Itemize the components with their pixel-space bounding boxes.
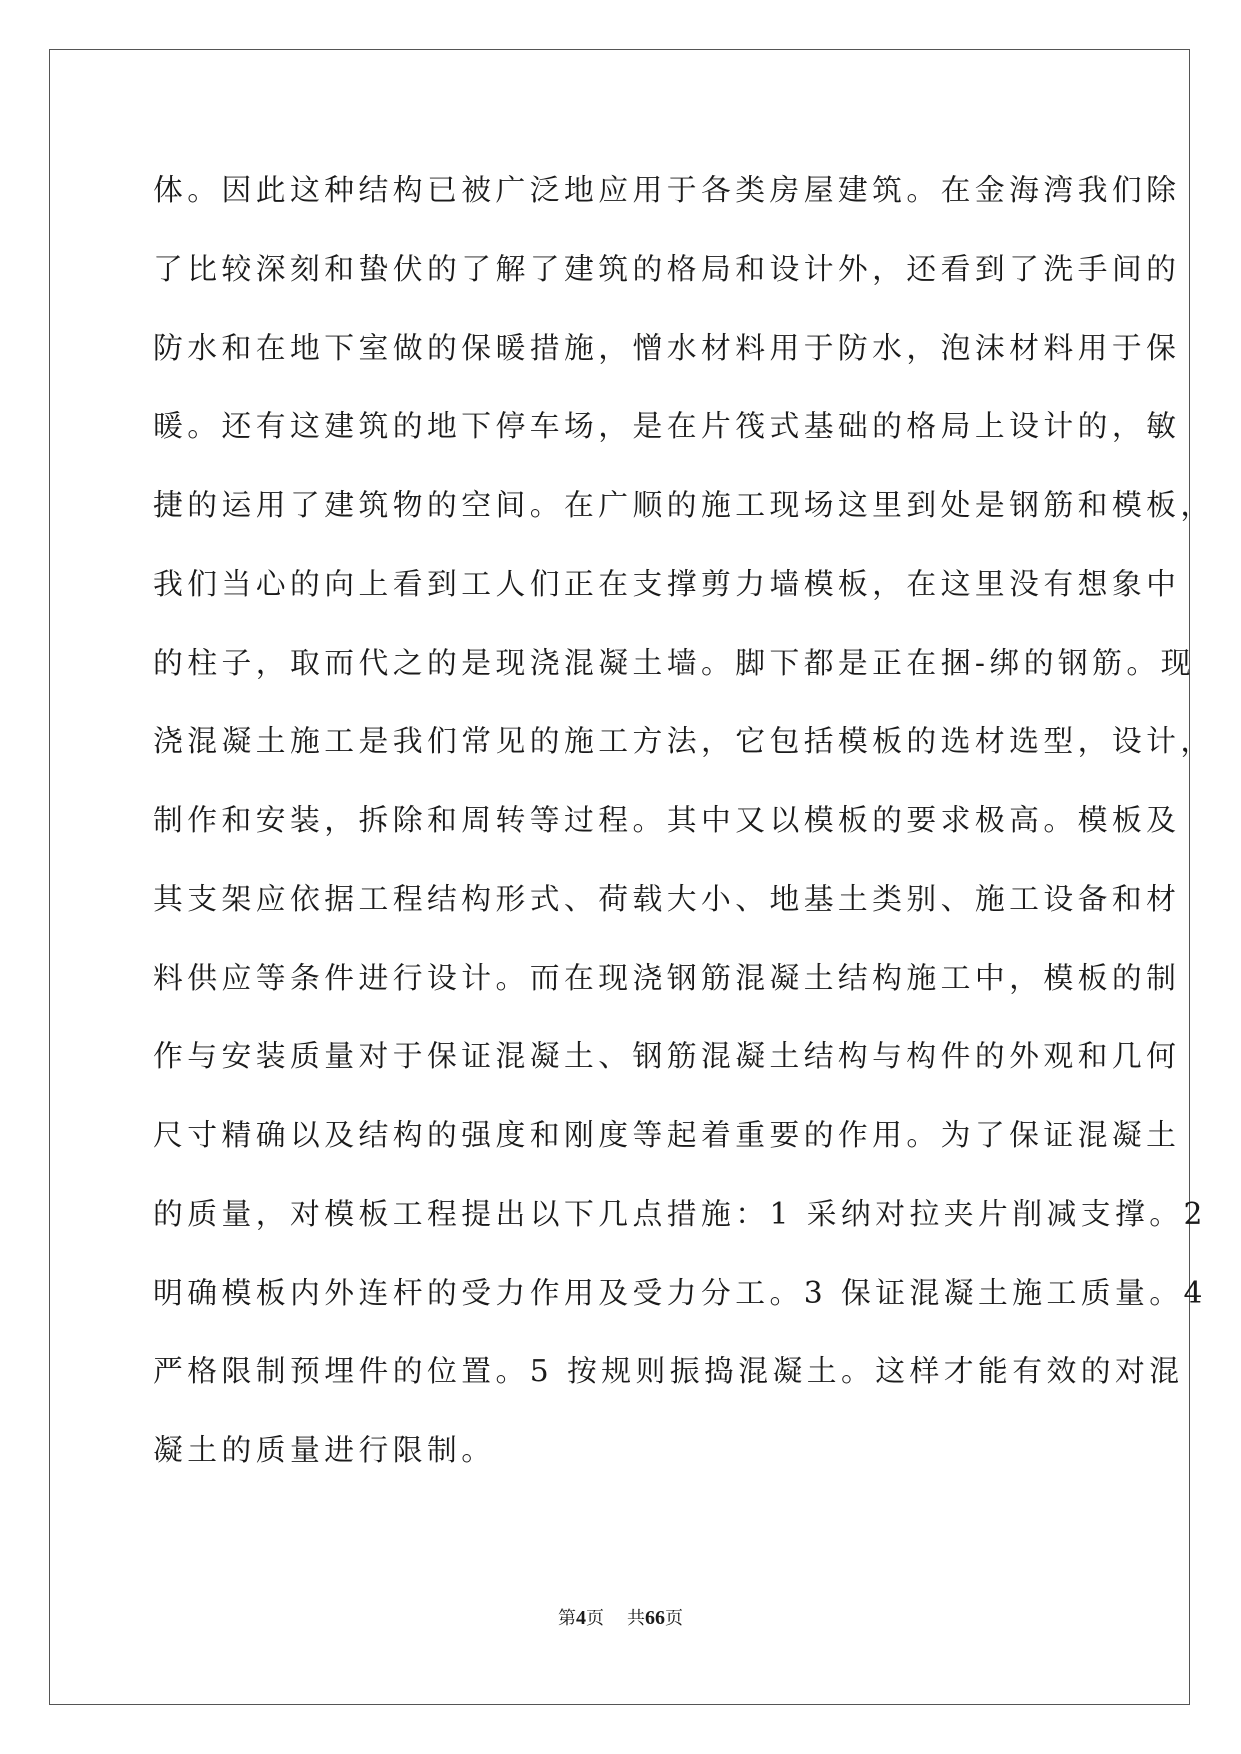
total-prefix: 共 — [626, 1608, 645, 1629]
page-suffix: 页 — [586, 1608, 605, 1629]
text-line-9: 制作和安装，拆除和周转等过程。其中又以模板的要求极高。模板及 — [153, 803, 1181, 838]
text-line-8: 浇混凝土施工是我们常见的施工方法，它包括模板的选材选型，设计， — [153, 724, 1215, 760]
text-line-16: 严格限制预埋件的位置。5 按规则振捣混凝土。这样才能有效的对混 — [153, 1354, 1184, 1390]
total-suffix: 页 — [664, 1608, 683, 1629]
text-line-14: 的质量，对模板工程提出以下几点措施：1 采纳对拉夹片削减支撑。2 — [153, 1196, 1207, 1232]
text-line-6: 我们当心的向上看到工人们正在支撑剪力墙模板，在这里没有想象中 — [153, 566, 1181, 602]
text-line-15: 明确模板内外连杆的受力作用及受力分工。3 保证混凝土施工质量。4 — [153, 1275, 1207, 1311]
page-prefix: 第 — [558, 1608, 577, 1629]
page-number: 4 — [576, 1607, 587, 1629]
body-text — [153, 166, 1215, 1505]
text-line-13: 尺寸精确以及结构的强度和刚度等起着重要的作用。为了保证混凝土 — [153, 1118, 1181, 1153]
text-line-12: 作与安装质量对于保证混凝土、钢筋混凝土结构与构件的外观和几何 — [153, 1039, 1181, 1075]
page-footer — [0, 1606, 1241, 1631]
total-pages: 66 — [644, 1607, 665, 1629]
text-line-7: 的柱子，取而代之的是现浇混凝土墙。脚下都是正在捆-绑的钢筋。现 — [153, 645, 1195, 681]
text-line-4: 暖。还有这建筑的地下停车场，是在片筏式基础的格局上设计的，敏 — [153, 409, 1181, 445]
text-line-2: 了比较深刻和蛰伏的了解了建筑的格局和设计外，还看到了洗手间的 — [153, 251, 1181, 287]
text-line-17: 凝土的质量进行限制。 — [153, 1433, 496, 1468]
text-line-1: 体。因此这种结构已被广泛地应用于各类房屋建筑。在金海湾我们除 — [153, 173, 1181, 208]
text-line-3: 防水和在地下室做的保暖措施，憎水材料用于防水，泡沫材料用于保 — [153, 330, 1181, 366]
text-line-11: 料供应等条件进行设计。而在现浇钢筋混凝土结构施工中，模板的制 — [153, 960, 1181, 996]
text-line-10: 其支架应依据工程结构形式、荷载大小、地基土类别、施工设备和材 — [153, 881, 1181, 917]
text-line-5: 捷的运用了建筑物的空间。在广顺的施工现场这里到处是钢筋和模板， — [153, 488, 1215, 523]
